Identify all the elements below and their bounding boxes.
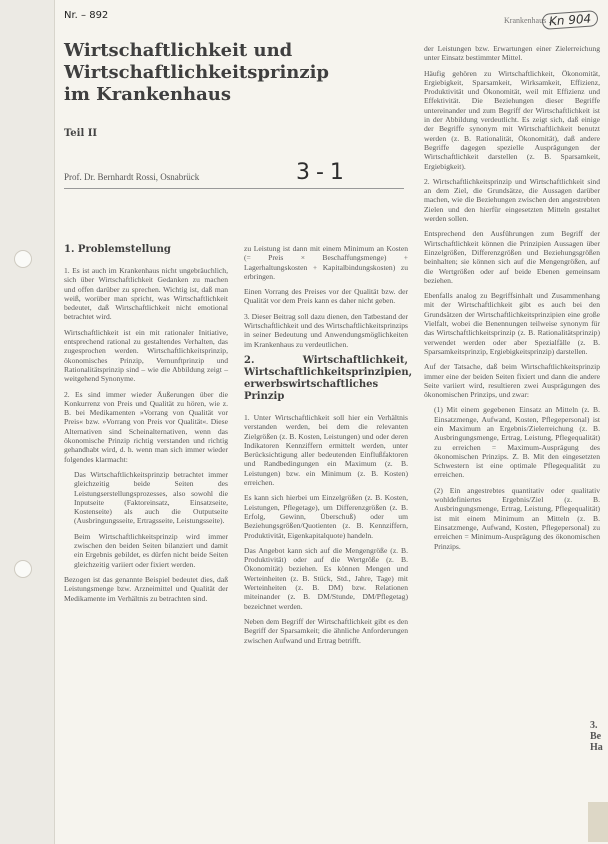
part-label: Teil II <box>64 128 98 139</box>
paragraph: Beim Wirtschaftlichkeitsprinzip wird immer zwischen den beiden Seiten bilanziert und damit ein Ergebnis gebildet, es dürfen nicht beide Seiten gleichzeitig variiert oder fixiert werden. <box>74 531 228 569</box>
paragraph: 1. Unter Wirtschaftlichkeit soll hier ein Verhältnis verstanden werden, bei dem die relevanten Zielgrößen (z. B. Kosten, Leistungen) und oder deren Indikatoren Kennziffern ermittelt werden, unter Berücksichtigung aller bedeutenden Einflußfaktoren und Randbedingungen ein Maximum (z. B. Leistungen) bzw. ein Minimum (z. B. Kosten) erreichen. <box>244 412 408 488</box>
paragraph: der Leistungen bzw. Erwartungen einer Zielerreichung unter Einsatz bestimmter Mittel. <box>424 44 600 63</box>
divider <box>64 188 404 189</box>
section-heading: 2. Wirtschaftlichkeit, Wirtschaftlichkeitsprinzipien, erwerbswirtschaftliches Prinzip <box>244 354 413 402</box>
paragraph: Das Wirtschaftlichkeitsprinzip betrachtet immer gleichzeitig beide Seiten des Leistungserstellungsprozesses, also sowohl die Inputseite (Faktoreinsatz, Einsatzseite, Kostenseite) als auch die Outputseite (Ausbringungsseite, Ertragsseite, Leistungsseite). <box>74 469 228 526</box>
paragraph: (1) Mit einem gegebenen Einsatz an Mitteln (z. B. Einsatzmenge, Aufwand, Kosten, Pflegepersonal) ist ein Maximum an Ergebnis/Zielerreichung (z. B. Ausbringungsmenge, Ertrag, Leistung, Pflegequalität) zu erreichen = Maximum-Ausprägung des ökonomischen Prinzips. Z. B. Mit den eingesetzten Schwestern ist eine optimale Pflegequalität zu erreichen. <box>434 405 600 480</box>
paragraph: Das Angebot kann sich auf die Mengengröße (z. B. Produktivität) oder auf die Wertgröße (z. B. Ökonomität) beziehen. Es können Mengen und Werteinheiten (z. B. Stück, Std., Jahre, Tage) mit Werteinheiten (z. B. DM) bzw. Relationen miteinander (z. B. DM/Stunde, DM/Pflegetag) bezeichnet werden. <box>244 545 408 611</box>
paragraph: 1. Es ist auch im Krankenhaus nicht ungebräuchlich, sich über Wirtschaftlichkeit Gedanken zu machen und offen darüber zu sprechen. Wichtig ist, daß man weiß, worüber man spricht, was Wirtschaftlichkeit bedeutet, daß Wirtschaftlichkeit nicht emotional betrachtet wird. <box>64 266 228 322</box>
side-fragment: 3. Be Ha <box>590 720 603 753</box>
paragraph: Bezogen ist das genannte Beispiel bedeutet dies, daß Leistungsmenge bzw. Arzneimittel und Qualität der Medikamente im Verhältnis zu betrachten sind. <box>64 574 228 603</box>
punch-hole <box>14 560 32 578</box>
reference-number: Nr. – 892 <box>64 10 109 21</box>
paragraph: 2. Wirtschaftlichkeitsprinzip und Wirtschaftlichkeit sind an dem Ziel, die Grundsätze, die Aussagen darüber machen, wie die Beziehungen zwischen den angestrebten Zielen und den hierfür eingesetzten Mitteln gestaltet werden sollen. <box>424 176 600 224</box>
column-2 <box>244 244 413 651</box>
header-bar <box>54 10 608 28</box>
article-title <box>64 40 404 106</box>
handwritten-tag: Kn 904 <box>541 10 598 30</box>
column-3 <box>424 44 600 557</box>
paragraph: Es kann sich hierbei um Einzelgrößen (z. B. Kosten, Leistungen, Pflegetage), um Differenzgrößen (z. B. Erfolg, Gewinn, Überschuß) oder um Beziehungsgrößen/Quotienten (z. B. Kennziffern, Produktivität, Eigenkapitalquote) handeln. <box>244 493 408 540</box>
paragraph: (2) Ein angestrebtes quantitativ oder qualitativ wohldefiniertes Ergebnis/Ziel (z. B. Ausbringungsmenge, Ertrag, Leistung, Pflegequalität) ist mit einem Minimum an Mitteln (z. B. Einsatzmenge, Aufwand, Kosten, Pflegepersonal) zu erreichen = Minimum-Ausprägung des ökonomischen Prinzips. <box>434 485 600 551</box>
paragraph: Neben dem Begriff der Wirtschaftlichkeit gibt es den Begriff der Sparsamkeit; die ähnliche Anforderungen zwischen Aufwand und Ertrag betrifft. <box>244 616 408 645</box>
section-heading: 1. Problemstellung <box>64 244 171 255</box>
paragraph: 2. Es sind immer wieder Äußerungen über die Konkurrenz von Preis und Qualität zu hören, wie z. B. bei Medikamenten »Vorrang von Qualität vor Preis« bzw. »Vorrang von Preis vor Qualität«. Diese Alternativen sind Scheinalternativen, wenn das ökonomische Prinzip richtig verstanden und richtig gehandhabt wird, d. h. wenn man sich immer wieder folgendes klarmacht: <box>64 389 228 464</box>
paragraph: Entsprechend den Ausführungen zum Begriff der Wirtschaftlichkeit können die Prinzipien Aussagen über Einzelgrößen, Differenzgrößen und Beziehungsgrößen beinhalten; sie können sich auf die Mengengrößen, auf die Wertgrößen oder auf beide Ebenen gemeinsam beziehen. <box>424 229 600 285</box>
binder-edge <box>0 0 55 844</box>
column-1 <box>64 244 228 609</box>
author-line: Prof. Dr. Bernhardt Rossi, Osnabrück <box>64 172 200 182</box>
punch-hole <box>14 250 32 268</box>
paragraph: zu Leistung ist dann mit einem Minimum an Kosten (= Preis × Beschaffungsmenge) + Lagerhaltungskosten + Kapitalbindungskosten) zu erbringen. <box>244 244 408 281</box>
paragraph: Auf der Tatsache, daß beim Wirtschaftlichkeitsprinzip immer eine der beiden Seiten fixiert und dann die andere Seite variiert wird, resultieren zwei Ausprägungen des ökonomischen Prinzips, und zwar: <box>424 362 600 400</box>
running-header: Krankenhaus … <box>504 16 557 25</box>
paragraph: Einen Vorrang des Preises vor der Qualität bzw. der Qualität vor dem Preis kann es daher nicht geben. <box>244 287 408 306</box>
paragraph: Häufig gehören zu Wirtschaftlichkeit, Ökonomität, Ergiebigkeit, Sparsamkeit, Wirksamkeit, Effizienz, Produktivität und Ökonomität, weil mit Effizienz und Effektivität. Die Beziehungen dieser Begriffe untereinander und zum Begriff der Wirtschaftlichkeit ist in der Abbildung verdeutlicht. Es zeigt sich, daß einige der Begriffe synonym mit Wirtschaftlichkeit benutzt werden (z. B. Rationalität, Ökonomität), daß andere Begriffe dagegen spezielle Ausprägungen der Wirtschaftlichkeit darstellen (z. B. Sparsamkeit, Ergiebigkeit). <box>424 68 600 171</box>
title-line: Wirtschaftlichkeit und <box>64 40 293 61</box>
title-line: im Krankenhaus <box>64 84 232 105</box>
title-line: Wirtschaftlichkeitsprinzip <box>64 62 330 83</box>
paragraph: 3. Dieser Beitrag soll dazu dienen, den Tatbestand der Wirtschaftlichkeit und des Wirtschaftlichkeitsprinzips in seiner Bedeutung und Anwendungsmöglichkeiten im Krankenhaus zu verdeutlichen. <box>244 311 408 349</box>
handwritten-mark: 3-1 <box>296 160 350 185</box>
paragraph: Wirtschaftlichkeit ist ein mit rationaler Initiative, entsprechend rational zu gestaltendes Verhalten, das zugesprochen werden. Wirtschaftlichkeitsprinzip, ökonomisches Prinzip, Vernunftprinzip und Rationalitätsprinzip sind – wie die Abbildung zeigt – weitgehend Synonyme. <box>64 327 228 384</box>
corner-sticker <box>588 802 608 842</box>
paragraph: Ebenfalls analog zu Begriffsinhalt und Zusammenhang mit der Wirtschaftlichkeit gibt es auch bei den Grundsätzen der Wirtschaftlichkeitsprinzipien eine große Vielfalt, wobei die Benennungen teilweise synonym für das Wirtschaftlichkeitsprinzip (z. B. Rationalitätsprinzip) verwendet werden oder aber Spezialfälle (z. B. Sparsamkeitsprinzip, Ergiebigkeitsprinzip) darstellen. <box>424 291 600 356</box>
